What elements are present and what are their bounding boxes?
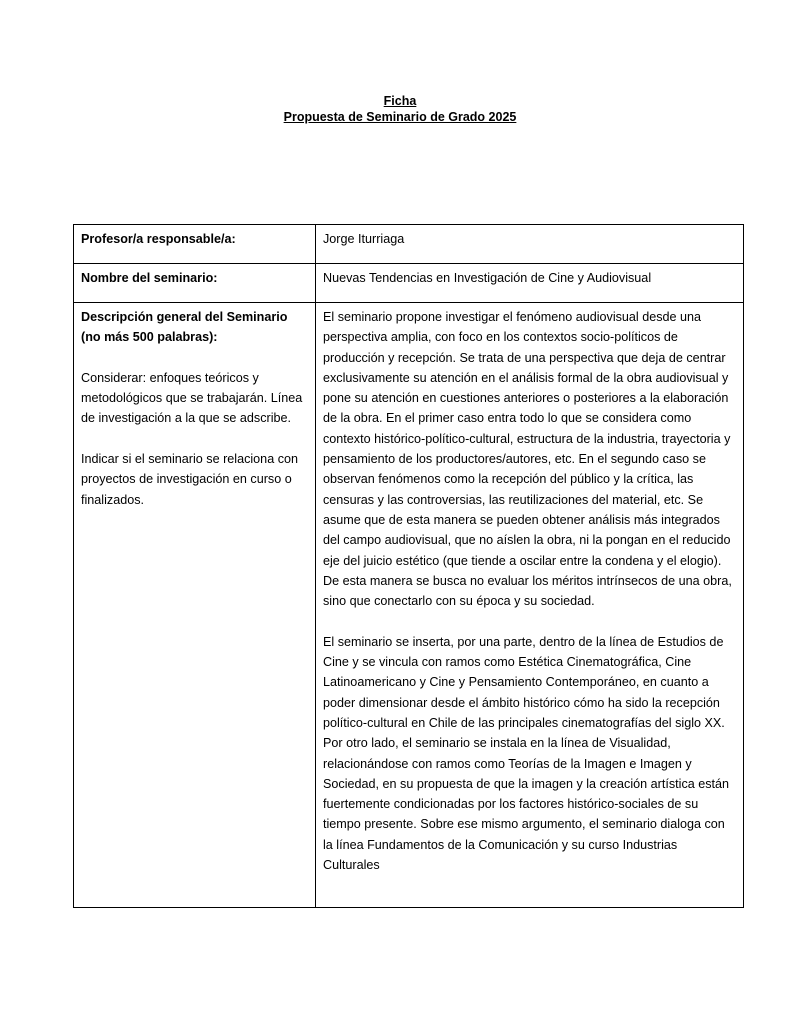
description-label-line2: (no más 500 palabras):: [81, 330, 218, 345]
seminar-name-label: Nombre del seminario:: [81, 271, 218, 285]
professor-label: Profesor/a responsable/a:: [81, 232, 236, 246]
description-label-line1: Descripción general del Seminario: [81, 310, 288, 324]
description-paragraph-2: El seminario se inserta, por una parte, dentro de la línea de Estudios de Cine y se vincula con ramos como Estética Cinematográfica, Cine Latinoamericano y Cine y Pensamiento Contemporáneo, en cuanto a poder dimensionar desde el ámbito histórico cómo ha sido la recepción político-cultural en Chile de las principales cinematografías del siglo XX. Por otro lado, el seminario se instala en la línea de Visualidad, relacionándose con ramos como Teorías de la Imagen e Imagen y Sociedad, en su propuesta de que la imagen y la creación artística están fuertemente condicionadas por los factores histórico-sociales de su tiempo presente. Sobre ese mismo argumento, el seminario dialoga con la línea Fundamentos de la Comunicación y su curso Industrias Culturales: [323, 634, 730, 873]
professor-label-cell: [74, 225, 316, 264]
table-row-seminar-name: [74, 264, 744, 303]
professor-value-cell: [316, 225, 744, 264]
professor-value: Jorge Iturriaga: [323, 232, 405, 246]
description-instruction-projects: Indicar si el seminario se relaciona con proyectos de investigación en curso o finalizados.: [81, 452, 298, 507]
table-row-professor: [74, 225, 744, 264]
seminar-name-value-cell: [316, 264, 744, 303]
document-header: [0, 93, 800, 125]
seminar-name-label-cell: [74, 264, 316, 303]
seminar-name-value: Nuevas Tendencias en Investigación de Cine y Audiovisual: [323, 271, 652, 285]
document-subtitle: Propuesta de Seminario de Grado 2025: [283, 110, 517, 124]
description-value-cell: [316, 303, 744, 908]
description-label-cell: [74, 303, 316, 908]
description-instruction-approaches: Considerar: enfoques teóricos y metodológicos que se trabajarán. Línea de investigación a la que se adscribe.: [81, 370, 303, 426]
table-row-description: [74, 303, 744, 908]
document-title: Ficha: [383, 94, 417, 108]
seminar-form-table: [73, 224, 744, 908]
description-paragraph-1: El seminario propone investigar el fenómeno audiovisual desde una perspectiva amplia, con foco en los contextos socio-políticos de producción y recepción. Se trata de una perspectiva que deja de centrar exclusivamente su atención en el análisis formal de la obra audiovisual y pone su atención en cuestiones anteriores o posteriores a la elaboración de la obra. En el primer caso entra todo lo que se considera como contexto histórico-político-cultural, estructura de la industria, trayectoria y pensamiento de los productores/autores, etc. En el segundo caso se observan fenómenos como la recepción del público y la crítica, las censuras y las controversias, las reutilizaciones del material, etc. Se asume que de esta manera se pueden obtener análisis más integrados del campo audiovisual, que no aíslen la obra, ni la pongan en el reducido eje del juicio estético (que tiende a oscilar entre la condena y el elogio). De esta manera se busca no evaluar los méritos intrínsecos de una obra, sino que conectarlo con su época y su sociedad.: [323, 310, 732, 609]
